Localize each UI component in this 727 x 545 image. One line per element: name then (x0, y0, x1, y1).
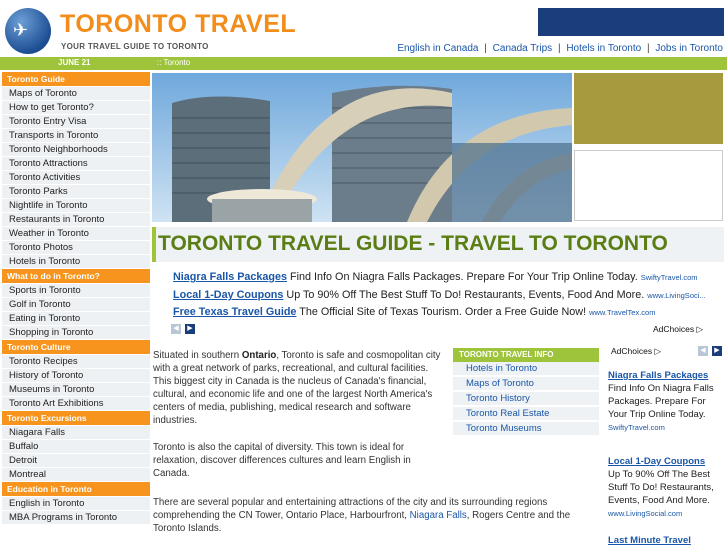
sidebar-nav (2, 72, 150, 525)
ad-prev-button[interactable]: ◀ (698, 346, 708, 356)
sidebar-item[interactable]: How to get Toronto? (2, 101, 150, 115)
side-text-ad[interactable] (608, 369, 722, 434)
site-title[interactable]: TORONTO TRAVEL (60, 10, 297, 38)
sidebar-item[interactable]: Montreal (2, 468, 150, 482)
adchoices-text: AdChoices (653, 324, 695, 334)
ad-url[interactable]: www.TravelTex.com (589, 308, 656, 317)
top-link-separator: | (557, 43, 561, 54)
side-ad-text: Up To 90% Off The Best Stuff To Do! Restaurants, Events, Food And More. (608, 469, 714, 506)
sidebar-item[interactable]: Hotels in Toronto (2, 255, 150, 269)
sidebar-item[interactable]: Weather in Toronto (2, 227, 150, 241)
attractions-text-start: There are several popular and entertaining attractions of the city and its surrounding regions comprehending the CN Tower, Ontario Place, Harbourfront, (153, 497, 548, 522)
side-ad-title[interactable]: Last Minute Travel (608, 535, 691, 545)
ad-title-link[interactable]: Local 1-Day Coupons (173, 289, 284, 301)
sidebar-heading: Education in Toronto (2, 482, 150, 496)
text-ad[interactable] (173, 271, 698, 283)
side-ad-title[interactable]: Local 1-Day Coupons (608, 456, 706, 467)
sidebar-item[interactable]: History of Toronto (2, 369, 150, 383)
text-ad[interactable] (173, 306, 655, 318)
travel-info-box (453, 348, 599, 437)
sidebar-item[interactable]: Nightlife in Toronto (2, 199, 150, 213)
sidebar-item[interactable]: Buffalo (2, 440, 150, 454)
side-ad-url[interactable]: SwiftyTravel.com (608, 423, 665, 432)
adchoices-label[interactable] (653, 324, 703, 335)
side-ad-url[interactable]: www.LivingSocial.com (608, 509, 683, 518)
side-text-ad[interactable] (608, 455, 722, 520)
header-banner-ad[interactable] (538, 8, 724, 36)
ad-text: The Official Site of Texas Tourism. Order a Free Guide Now! (296, 306, 587, 318)
text-ad[interactable] (173, 289, 706, 301)
top-link-canada-trips[interactable]: Canada Trips (492, 43, 553, 54)
sidebar-item[interactable]: Restaurants in Toronto (2, 213, 150, 227)
ad-next-button[interactable]: ▶ (185, 324, 195, 334)
page-title: TORONTO TRAVEL GUIDE - TRAVEL TO TORONTO (152, 227, 724, 262)
toronto-city-hall-photo (152, 73, 572, 222)
current-date: JUNE 21 (58, 58, 91, 67)
sidebar-heading: Toronto Culture (2, 340, 150, 354)
city-hall-illustration (152, 73, 572, 222)
ad-url[interactable]: SwiftyTravel.com (640, 273, 698, 282)
sidebar-item[interactable]: Maps of Toronto (2, 87, 150, 101)
sidebar-item[interactable]: Golf in Toronto (2, 298, 150, 312)
sidebar-item[interactable]: Toronto Recipes (2, 355, 150, 369)
sidebar-heading: What to do in Toronto? (2, 269, 150, 283)
sidebar-item[interactable]: Toronto Entry Visa (2, 115, 150, 129)
adchoices-icon: ▷ (696, 324, 704, 334)
sidebar-item[interactable]: MBA Programs in Toronto (2, 511, 150, 525)
side-ad-title[interactable]: Niagra Falls Packages (608, 370, 709, 381)
top-link-jobs-in-toronto[interactable]: Jobs in Toronto (655, 43, 723, 54)
sidebar-item[interactable]: Museums in Toronto (2, 383, 150, 397)
side-text-ad[interactable] (608, 534, 722, 545)
sidebar-item[interactable]: Transports in Toronto (2, 129, 150, 143)
adchoices-icon: ▷ (654, 346, 662, 356)
side-ad-text: Find Info On Niagra Falls Packages. Prepare For Your Trip Online Today. (608, 383, 714, 420)
ad-next-button[interactable]: ▶ (712, 346, 722, 356)
sidebar-item[interactable]: English in Toronto (2, 497, 150, 511)
sidebar-item[interactable]: Toronto Attractions (2, 157, 150, 171)
info-box-heading: TORONTO TRAVEL INFO (453, 348, 599, 362)
sidebar-heading: Toronto Excursions (2, 411, 150, 425)
sidebar-item[interactable]: Detroit (2, 454, 150, 468)
ad-url[interactable]: www.LivingSoci... (647, 291, 706, 300)
side-ad-block[interactable] (574, 73, 723, 144)
attractions-paragraph (153, 496, 573, 535)
diversity-paragraph: Toronto is also the capital of diversity. This town is ideal for relaxation, discover differences cultures and learn English in Canada. (153, 442, 411, 480)
ad-text: Up To 90% Off The Best Stuff To Do! Restaurants, Events, Food And More. (283, 289, 645, 301)
sidebar-item[interactable]: Toronto Neighborhoods (2, 143, 150, 157)
intro-text-start: Situated in southern (153, 350, 242, 361)
info-link[interactable]: Maps of Toronto (453, 377, 599, 392)
sidebar-item[interactable]: Toronto Activities (2, 171, 150, 185)
ad-text: Find Info On Niagra Falls Packages. Prepare For Your Trip Online Today. (287, 271, 638, 283)
sidebar-heading: Toronto Guide (2, 72, 150, 86)
top-link-separator: | (484, 43, 487, 54)
top-link-english-in-canada[interactable]: English in Canada (397, 43, 479, 54)
ad-prev-button[interactable]: ◀ (171, 324, 181, 334)
intro-text-end: , Toronto is safe and cosmopolitan city with a great network of parks, recreational, and cultural facilities. This biggest city in Canada is the nucleus of Canada's financial, cultural, and economic life and one of the largest North America's centers of media, publishing, medical research and software industries. (153, 350, 441, 427)
attractions-text-end: , Rogers Centre and the Toronto Islands. (153, 510, 571, 535)
sidebar-item[interactable]: Shopping in Toronto (2, 326, 150, 340)
breadcrumb[interactable]: :: Toronto (157, 58, 191, 67)
sidebar-item[interactable]: Sports in Toronto (2, 284, 150, 298)
adchoices-label[interactable] (611, 346, 661, 357)
sidebar-item[interactable]: Niagara Falls (2, 426, 150, 440)
info-link[interactable]: Toronto History (453, 392, 599, 407)
sidebar-item[interactable]: Toronto Photos (2, 241, 150, 255)
ontario-bold: Ontario (241, 350, 277, 361)
sidebar-item[interactable]: Toronto Parks (2, 185, 150, 199)
site-header (0, 0, 727, 57)
top-link-hotels-in-toronto[interactable]: Hotels in Toronto (566, 43, 642, 54)
date-bar (0, 57, 727, 70)
globe-plane-logo-icon[interactable]: ✈ (5, 8, 51, 54)
info-link[interactable]: Hotels in Toronto (453, 362, 599, 377)
top-links (397, 43, 723, 54)
side-ad-block[interactable] (574, 150, 723, 221)
info-link[interactable]: Toronto Real Estate (453, 407, 599, 422)
ad-title-link[interactable]: Niagra Falls Packages (173, 271, 288, 283)
niagara-falls-link[interactable]: Niagara Falls (409, 510, 467, 522)
intro-paragraph (153, 349, 443, 428)
site-tagline: YOUR TRAVEL GUIDE TO TORONTO (61, 42, 209, 51)
sidebar-item[interactable]: Eating in Toronto (2, 312, 150, 326)
info-link[interactable]: Toronto Museums (453, 422, 599, 437)
ad-title-link[interactable]: Free Texas Travel Guide (173, 306, 297, 318)
top-link-separator: | (646, 43, 650, 54)
adchoices-text: AdChoices (611, 346, 653, 356)
sidebar-item[interactable]: Toronto Art Exhibitions (2, 397, 150, 411)
